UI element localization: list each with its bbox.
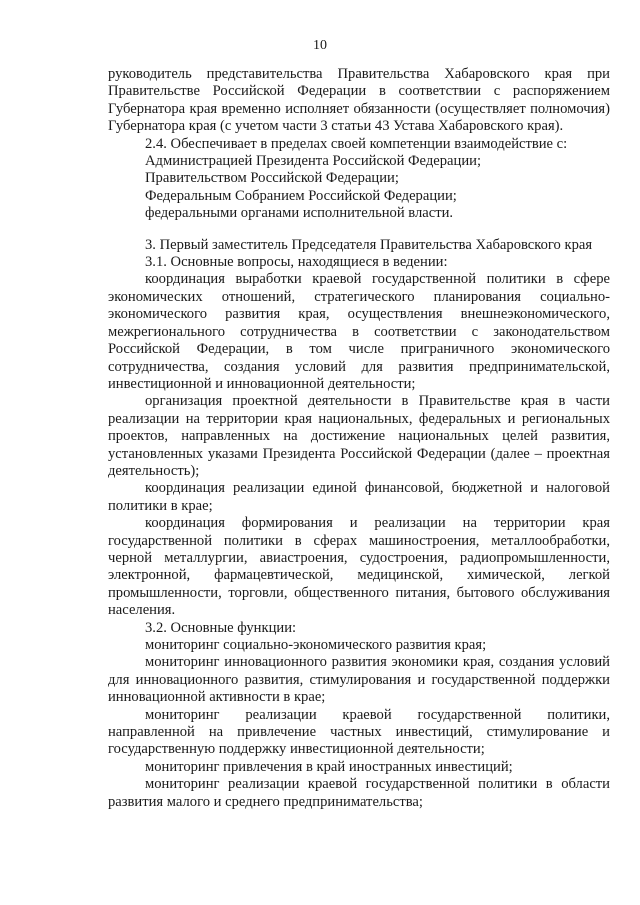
paragraph: мониторинг инновационного развития экономики края, создания условий для инновационного развития, стимулирования и государственной поддержки инновационной активности в крае; (108, 654, 610, 706)
paragraph: 2.4. Обеспечивает в пределах своей компетенции взаимодействие с: (145, 135, 568, 152)
paragraph: организация проектной деятельности в Правительстве края в части реализации на территории края национальных, федеральных и региональных проектов, направленных на достижение национальных целей развития, установленных указами Президента Российской Федерации (далее – проектная деятельность); (108, 393, 610, 479)
paragraph: мониторинг реализации краевой государственной политики в области развития малого и среднего предпринимательства; (108, 776, 610, 810)
paragraph: координация реализации единой финансовой, бюджетной и налоговой политики в крае; (108, 480, 610, 514)
document-body (108, 66, 610, 811)
paragraph: Правительством Российской Федерации; (145, 170, 399, 187)
paragraph: мониторинг реализации краевой государственной политики, направленной на привлечение частных инвестиций, стимулирование и государственную поддержку инвестиционной деятельности; (108, 706, 610, 758)
section-heading: 3. Первый заместитель Председателя Правительства Хабаровского края (145, 236, 593, 253)
paragraph: Администрацией Президента Российской Федерации; (145, 153, 481, 170)
paragraph: 3.2. Основные функции: (145, 619, 297, 636)
paragraph: федеральными органами исполнительной власти. (145, 205, 454, 222)
paragraph: координация формирования и реализации на территории края государственной политики в сферах машиностроения, металлообработки, черной металлургии, авиастроения, судостроения, радиопромышленности, электронной, фармацевтической, медицинской, химической, легкой промышленности, торговли, общественного питания, бытового обслуживания населения. (108, 515, 610, 619)
paragraph: 3.1. Основные вопросы, находящиеся в ведении: (145, 254, 448, 271)
paragraph: координация выработки краевой государственной политики в сфере экономических отношений, стратегического планирования социально-экономического развития края, осуществления внешнеэкономического, межрегионального сотрудничества в соответствии с законодательством Российской Федерации, в том числе приграничного экономического сотрудничества, создания условий для развития предпринимательской, инвестиционной и инновационной деятельности; (108, 271, 610, 392)
paragraph: Федеральным Собранием Российской Федерации; (145, 187, 457, 204)
paragraph: руководитель представительства Правительства Хабаровского края при Правительстве Российской Федерации в соответствии с распоряжением Губернатора края временно исполняет обязанности (осуществляет полномочия) Губернатора края (с учетом части 3 статьи 43 Устава Хабаровского края). (108, 66, 610, 135)
paragraph: мониторинг привлечения в край иностранных инвестиций; (145, 758, 513, 775)
spacer (108, 223, 610, 237)
paragraph: мониторинг социально-экономического развития края; (145, 637, 487, 653)
page-number: 10 (313, 38, 327, 53)
